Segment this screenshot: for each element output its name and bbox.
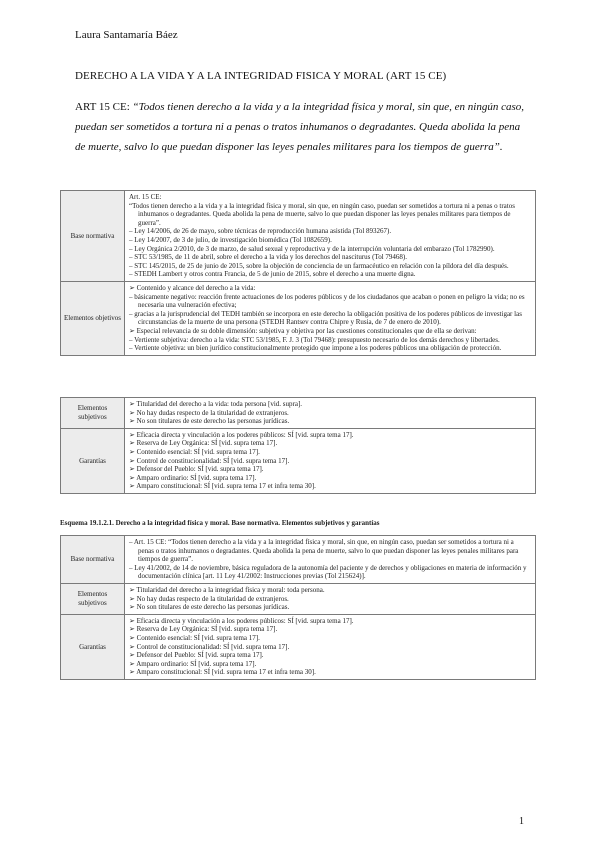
row-content — [125, 191, 536, 282]
row-content — [125, 398, 536, 429]
list-item: ➢ No son titulares de este derecho las personas jurídicas. — [129, 603, 290, 612]
list-item: – Art. 15 CE: “Todos tienen derecho a la vida y a la integridad física y moral, sin que, en ningún caso, puedan ser sometidos a tortura ni a penas o tratos inhumanos o degradantes. Queda abolida la pena de muerte, salvo lo que puedan disponer las leyes penales militares para tiempos de guerra”. — [129, 538, 519, 564]
article-prefix: ART 15 CE: — [75, 101, 133, 113]
row-label: Base normativa — [61, 536, 125, 584]
list-item: ➢ Contenido esencial: SÍ [vid. supra tema 17]. — [129, 633, 260, 642]
list-item: – STC 53/1985, de 11 de abril, sobre el derecho a la vida y los derechos del nasciturus (Tol 79468). — [129, 253, 408, 262]
list-item: ➢ Control de constitucionalidad: SÍ [vid. supra tema 17]. — [129, 456, 290, 465]
list-item: ➢ Defensor del Pueblo: SÍ [vid. supra tema 17]. — [129, 465, 264, 474]
article-paragraph — [75, 97, 530, 157]
list-item: – Ley 14/2007, de 3 de julio, de investigación biomédica (Tol 1082659). — [129, 235, 332, 244]
list-item: – STEDH Lambert y otros contra Francia, de 5 de junio de 2015, sobre el derecho a una muerte digna. — [129, 270, 416, 279]
table-row — [61, 583, 536, 614]
list-item: ➢ Titularidad del derecho a la vida: toda persona [vid. supra]. — [129, 400, 303, 408]
row-content — [125, 428, 536, 493]
list-item: ➢ Especial relevancia de su doble dimensión: subjetiva y objetiva por las cuestiones constitucionales que de ella se derivan: — [129, 326, 477, 335]
list-item: ➢ Amparo ordinario: SÍ [vid. supra tema 17]. — [129, 473, 257, 482]
row-label: Base normativa — [61, 191, 125, 282]
schema-table-vida-1 — [60, 190, 536, 356]
row-label: Garantías — [61, 614, 125, 679]
row-label: Elementos subjetivos — [61, 398, 125, 429]
table-row — [61, 428, 536, 493]
list-item: ➢ No hay dudas respecto de la titularidad de extranjeros. — [129, 408, 289, 417]
row-label: Elementos subjetivos — [61, 583, 125, 614]
table-row — [61, 398, 536, 429]
page-number: 1 — [519, 816, 524, 827]
list-item: – básicamente negativo: reacción frente actuaciones de los poderes públicos y de los ciudadanos que acaban o ponen en peligro la vida; no es necesaria una vulneración efectiva; — [129, 292, 525, 310]
schema-caption: Esquema 19.1.2.1. Derecho a la integridad física y moral. Base normativa. Elementos subjetivos y garantías — [60, 519, 380, 527]
list-item: ➢ Defensor del Pueblo: SÍ [vid. supra tema 17]. — [129, 651, 264, 660]
list-item: – gracias a la jurisprudencial del TEDH también se incorpora en este derecho la obligación positiva de los poderes públicos de investigar las circunstancias de la muerte de una persona (STEDH Rantsev contra Chipre y Rusia, de 7 de enero de 2010). — [129, 309, 522, 327]
table-row — [61, 614, 536, 679]
schema-table-integridad — [60, 535, 536, 680]
list-item: ➢ Eficacia directa y vinculación a los poderes públicos: SÍ [vid. supra tema 17]. — [129, 430, 354, 439]
list-item: ➢ Amparo constitucional: SÍ [vid. supra tema 17 et infra tema 30]. — [129, 668, 316, 677]
list-item: – Ley 41/2002, de 14 de noviembre, básica reguladora de la autonomía del paciente y de derechos y obligaciones en materia de información y documentación clínica [art. 11 Ley 41/2002: Instrucciones previas (Tol 215624)]. — [129, 563, 527, 581]
author-name: Laura Santamaría Báez — [75, 29, 178, 41]
row-label: Garantías — [61, 428, 125, 493]
list-item: ➢ Contenido esencial: SÍ [vid. supra tema 17]. — [129, 447, 260, 456]
list-item: “Todos tienen derecho a la vida y a la integridad física y moral, sin que, en ningún caso, puedan ser sometidos a tortura ni a penas o tratos inhumanos o degradantes. Queda abolida la pena de muerte, salvo lo que puedan disponer las leyes penales militares para tiempos de guerra”. — [129, 201, 515, 227]
table-row — [61, 191, 536, 282]
list-item: ➢ Amparo ordinario: SÍ [vid. supra tema 17]. — [129, 659, 257, 668]
row-content — [125, 536, 536, 584]
list-item: Art. 15 CE: — [129, 193, 162, 201]
list-item: ➢ No hay dudas respecto de la titularidad de extranjeros. — [129, 594, 289, 603]
list-item: ➢ Amparo constitucional: SÍ [vid. supra tema 17 et infra tema 30]. — [129, 482, 316, 491]
list-item: – Ley 14/2006, de 26 de mayo, sobre técnicas de reproducción humana asistida (Tol 893267). — [129, 227, 392, 236]
list-item: – Vertiente subjetiva: derecho a la vida: STC 53/1985, F. J. 3 (Tol 79468): presupuesto necesario de los demás derechos y libertades. — [129, 335, 500, 344]
list-item: – STC 145/2015, de 25 de junio de 2015, sobre la objeción de conciencia de un farmacéutico en relación con la píldora del día después. — [129, 261, 509, 270]
list-item: ➢ Titularidad del derecho a la integridad física y moral: toda persona. — [129, 585, 325, 594]
section-heading: DERECHO A LA VIDA Y A LA INTEGRIDAD FISICA Y MORAL (ART 15 CE) — [75, 70, 447, 82]
list-item: ➢ Reserva de Ley Orgánica: SÍ [vid. supra tema 17]. — [129, 439, 278, 448]
row-content — [125, 281, 536, 355]
list-item: ➢ No son titulares de este derecho las personas jurídicas. — [129, 417, 290, 426]
row-label: Elementos objetivos — [61, 281, 125, 355]
schema-table-vida-2 — [60, 397, 536, 494]
row-content — [125, 583, 536, 614]
article-quote: “Todos tienen derecho a la vida y a la integridad física y moral, sin que, en ningún caso, puedan ser sometidos a tortura ni a penas o tratos inhumanos o degradantes. Queda abolida la pena de muerte, salvo lo que puedan disponer las leyes penales militares para los tiempos de guerra”. — [75, 101, 524, 153]
list-item: – Ley Orgánica 2/2010, de 3 de marzo, de salud sexual y reproductiva y de la interrupción voluntaria del embarazo (Tol 1782990). — [129, 244, 495, 253]
row-content — [125, 614, 536, 679]
list-item: ➢ Reserva de Ley Orgánica: SÍ [vid. supra tema 17]. — [129, 625, 278, 634]
table-row — [61, 536, 536, 584]
list-item: ➢ Eficacia directa y vinculación a los poderes públicos: SÍ [vid. supra tema 17]. — [129, 616, 354, 625]
list-item: ➢ Contenido y alcance del derecho a la vida: — [129, 283, 256, 292]
list-item: – Vertiente objetiva: un bien jurídico constitucionalmente protegido que impone a los poderes públicos una obligación de protección. — [129, 344, 502, 353]
list-item: ➢ Control de constitucionalidad: SÍ [vid. supra tema 17]. — [129, 642, 290, 651]
table-row — [61, 281, 536, 355]
